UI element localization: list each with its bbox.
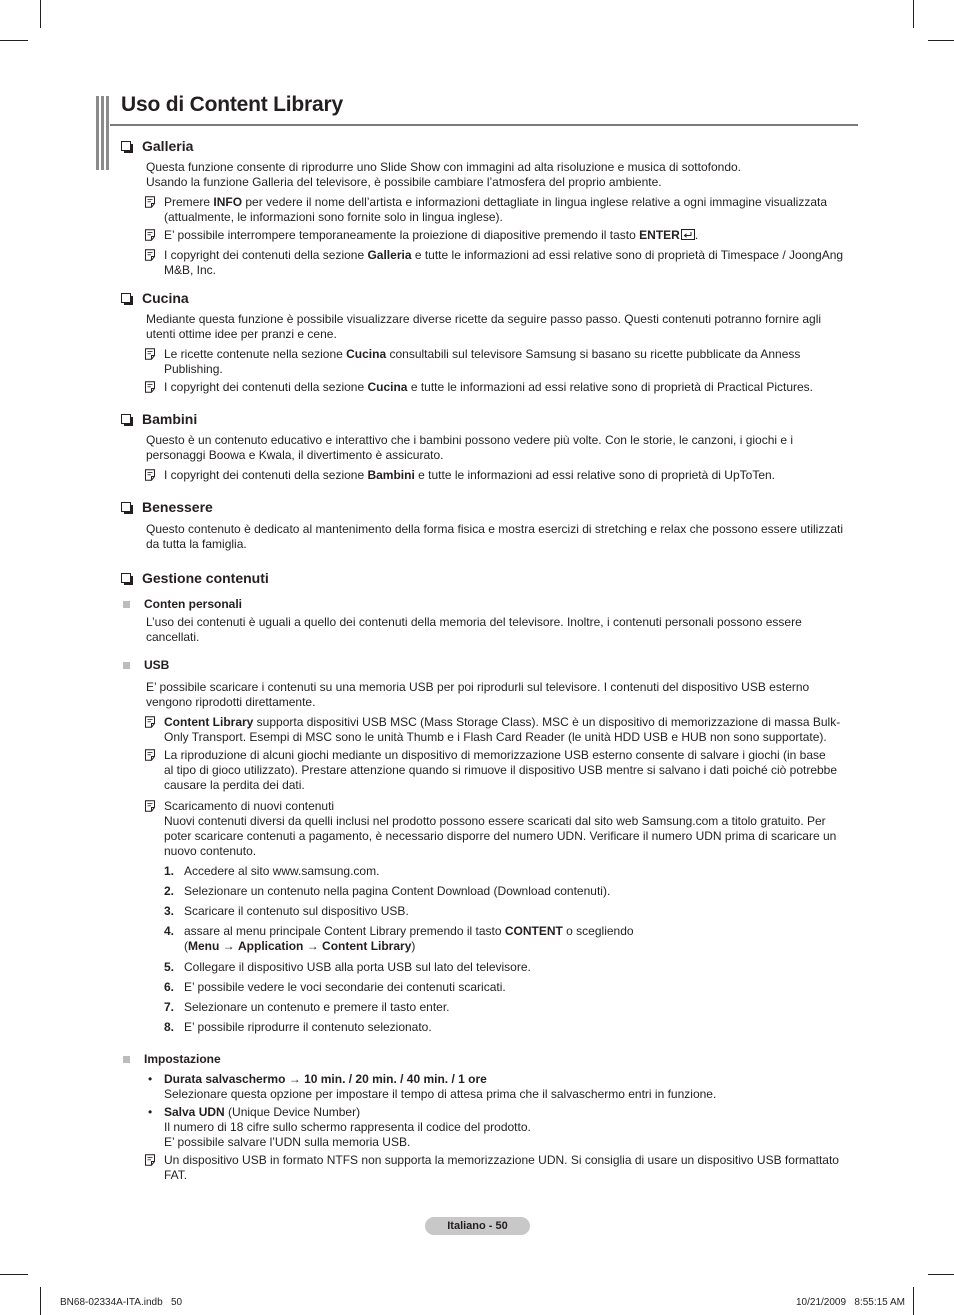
crop-mark: [913, 0, 914, 28]
step-item: 1. Accedere al sito www.samsung.com.: [164, 864, 380, 878]
checkbox-bullet-icon: [121, 414, 131, 424]
note-icon: [144, 249, 156, 261]
cucina-body: Mediante questa funzione è possibile visualizzare diverse ricette da seguire passo passo. Questi contenuti potranno fornire agli utenti ottime idee per pranzi e cene.: [146, 312, 822, 341]
section-heading-galleria: Galleria: [121, 138, 193, 155]
bambini-note-1: I copyright dei contenuti della sezione Bambini e tutte le informazioni ad essi relative sono di proprietà di UpToTen.: [144, 468, 858, 483]
step-item: 8. E’ possibile riprodurre il contenuto selezionato.: [164, 1020, 432, 1034]
step-item: 6. E’ possibile vedere le voci secondarie dei contenuti scaricati.: [164, 980, 506, 994]
personali-body: L’uso dei contenuti è uguali a quello dei contenuti della memoria del televisore. Inoltre, i contenuti personali possono essere cancellati.: [146, 615, 802, 644]
checkbox-bullet-icon: [121, 573, 131, 583]
note-icon: [144, 716, 156, 728]
bambini-body: Questo è un contenuto educativo e interattivo che i bambini possono vedere più volte. Con le storie, le canzoni, i giochi e i personaggi Boowa e Kwala, il divertimento è assicurato.: [146, 433, 794, 462]
note-icon: [144, 348, 156, 360]
galleria-note-1: Premere INFO per vedere il nome dell’artista e informazioni dettagliate in lingua inglese relative a ogni immagine visualizzata (attualmente, le informazioni sono fornite solo in lingua inglese).: [144, 195, 858, 225]
step-item: 4. assare al menu principale Content Library premendo il tasto CONTENT o scegliendo (Menu → Application → Content Library): [164, 924, 634, 953]
usb-note-1: Content Library supporta dispositivi USB MSC (Mass Storage Class). MSC è un dispositivo di memorizzazione di massa Bulk- Only Transport. Esempi di MSC sono le unità Thumb e i Flash Card Reader (le unità HDD USB e HUB non sono supportate).: [144, 715, 858, 745]
note-icon: [144, 381, 156, 393]
crop-mark: [40, 0, 41, 28]
title-decoration: [96, 96, 110, 170]
note-icon: [144, 1154, 156, 1166]
page-title: Uso di Content Library: [121, 93, 343, 116]
bullet-durata-salvaschermo: • Durata salvaschermo → 10 min. / 20 min. / 40 min. / 1 ore Selezionare questa opzione per impostare il tempo di attesa prima che il salvaschermo entri in funzione.: [148, 1072, 717, 1101]
subheading-usb: USB: [123, 658, 169, 673]
title-rule: [110, 124, 858, 126]
step-item: 7. Selezionare un contenuto e premere il tasto enter.: [164, 1000, 450, 1014]
page-number-badge: Italiano - 50: [425, 1217, 530, 1235]
subheading-conten-personali: Conten personali: [123, 597, 242, 612]
note-icon: [144, 800, 156, 812]
crop-mark: [928, 1274, 954, 1275]
crop-mark: [913, 1287, 914, 1315]
step-item: 3. Scaricare il contenuto sul dispositivo USB.: [164, 904, 409, 918]
usb-note-3: Scaricamento di nuovi contenuti Nuovi contenuti diversi da quelli inclusi nel prodotto possono essere scaricati dal sito web Samsung.com a titolo gratuito. Per poter scaricare contenuti a pagamento, è necessario disporre del numero UDN. Verificare il numero UDN prima di scaricare un nuovo contenuto.: [144, 799, 858, 859]
step-item: 5. Collegare il dispositivo USB alla porta USB sul lato del televisore.: [164, 960, 531, 974]
usb-body: E’ possibile scaricare i contenuti su una memoria USB per poi riprodurli sul televisore. I contenuti del dispositivo USB esterno vengono riprodotti direttamente.: [146, 680, 810, 709]
section-heading-cucina: Cucina: [121, 290, 189, 307]
section-heading-bambini: Bambini: [121, 411, 197, 428]
checkbox-bullet-icon: [121, 293, 131, 303]
galleria-note-3: I copyright dei contenuti della sezione Galleria e tutte le informazioni ad essi relative sono di proprietà di Timespace / JoongAng M&B, Inc.: [144, 248, 858, 278]
note-icon: [144, 469, 156, 481]
crop-mark: [0, 1274, 28, 1275]
step-item: 2. Selezionare un contenuto nella pagina Content Download (Download contenuti).: [164, 884, 611, 898]
cucina-note-1: Le ricette contenute nella sezione Cucina consultabili sul televisore Samsung si basano su ricette pubblicate da Anness Publishing.: [144, 347, 858, 377]
section-heading-gestione: Gestione contenuti: [121, 570, 269, 587]
checkbox-bullet-icon: [121, 141, 131, 151]
enter-key-icon: [681, 229, 695, 240]
usb-note-2: La riproduzione di alcuni giochi mediante un dispositivo di memorizzazione USB esterno consente di salvare i giochi (in base al tipo di gioco utilizzato). Prestare attenzione quando si rimuove il dispositivo USB mentre si salvano i dati poiché ciò potrebbe causare la perdita dei dati.: [144, 748, 858, 793]
crop-mark: [0, 40, 28, 41]
square-bullet-icon: [123, 601, 130, 608]
subheading-impostazione: Impostazione: [123, 1052, 221, 1067]
note-icon: [144, 749, 156, 761]
section-heading-benessere: Benessere: [121, 499, 213, 516]
checkbox-bullet-icon: [121, 502, 131, 512]
galleria-note-2: E’ possibile interrompere temporaneamente la proiezione di diapositive premendo il tasto ENTER .: [144, 228, 858, 243]
cucina-note-2: I copyright dei contenuti della sezione Cucina e tutte le informazioni ad essi relative sono di proprietà di Practical Pictures.: [144, 380, 858, 395]
square-bullet-icon: [123, 662, 130, 669]
impostazione-note: Un dispositivo USB in formato NTFS non supporta la memorizzazione UDN. Si consiglia di usare un dispositivo USB formattato FAT.: [144, 1153, 858, 1183]
galleria-body: Questa funzione consente di riprodurre uno Slide Show con immagini ad alta risoluzione e musica di sottofondo. Usando la funzione Galleria del televisore, è possibile cambiare l’atmosfera del proprio ambiente.: [146, 160, 742, 189]
square-bullet-icon: [123, 1056, 130, 1063]
note-icon: [144, 196, 156, 208]
crop-mark: [928, 40, 954, 41]
note-icon: [144, 229, 156, 241]
crop-mark: [40, 1287, 41, 1315]
footer-file-info: BN68-02334A-ITA.indb 50: [60, 1297, 183, 1308]
benessere-body: Questo contenuto è dedicato al mantenimento della forma fisica e mostra esercizi di stretching e relax che possono essere utilizzati da tutta la famiglia.: [146, 522, 844, 551]
footer-timestamp: 10/21/2009 8:55:15 AM: [796, 1297, 905, 1308]
bullet-salva-udn: • Salva UDN (Unique Device Number) Il numero di 18 cifre sullo schermo rappresenta il codice del prodotto. E’ possibile salvare l’UDN sulla memoria USB.: [148, 1105, 531, 1149]
